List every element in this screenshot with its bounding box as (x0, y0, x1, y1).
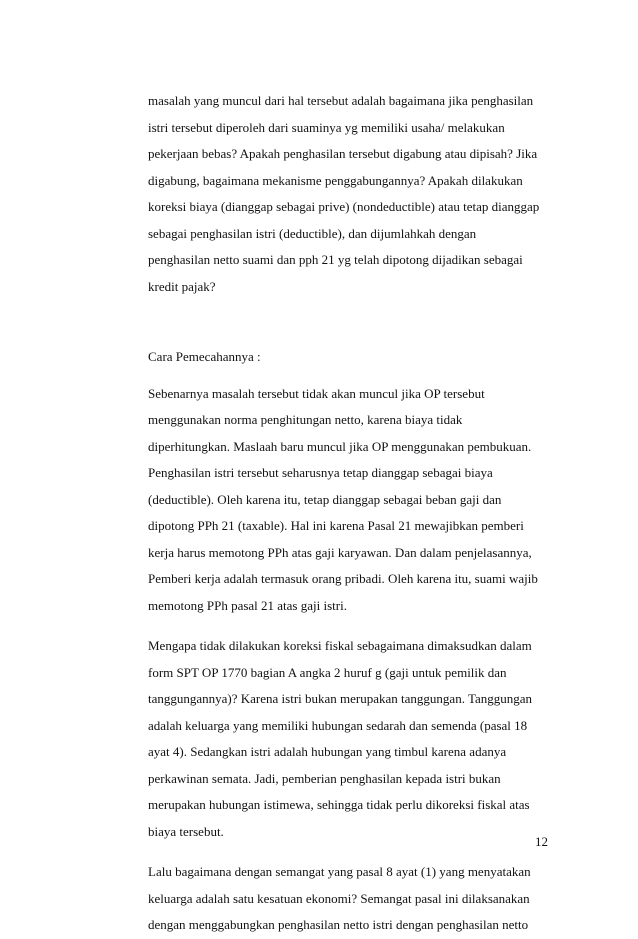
spacer (148, 371, 548, 381)
text-line: dengan menggabungkan penghasilan netto istri dengan penghasilan netto (148, 917, 529, 932)
page-number: 12 (535, 834, 548, 849)
text-line: Pemberi kerja adalah termasuk orang pribadi. Oleh karena itu, suami wajib (148, 571, 538, 586)
text-line: digabung, bagaimana mekanisme penggabungannya? Apakah dilakukan (148, 172, 523, 188)
text-line: Sebenarnya masalah tersebut tidak akan muncul jika OP tersebut (148, 385, 485, 401)
text-line: biaya tersebut. (148, 823, 224, 839)
text-line: masalah yang muncul dari hal tersebut adalah bagaimana jika penghasilan (148, 93, 534, 108)
paragraph-fiscal-correction (148, 633, 548, 845)
text-line: ayat 4). Sedangkan istri adalah hubungan yang timbul karena adanya (148, 744, 507, 759)
text-line: merupakan hubungan istimewa, sehingga tidak perlu dikoreksi fiskal atas (148, 797, 530, 812)
text-line: memotong PPh pasal 21 atas gaji istri. (148, 597, 347, 613)
text-line: perkawinan semata. Jadi, pemberian penghasilan kepada istri bukan (148, 770, 501, 786)
text-line: kredit pajak? (148, 278, 216, 294)
text-line: dipotong PPh 21 (taxable). Hal ini karena Pasal 21 mewajibkan pemberi (148, 518, 524, 533)
text-line: tanggungannya)? Karena istri bukan merupakan tanggungan. Tanggungan (148, 691, 533, 706)
text-line: diperhitungkan. Maslaah baru muncul jika OP menggunakan pembukuan. (148, 438, 532, 454)
text-line: form SPT OP 1770 bagian A angka 2 huruf g (gaji untuk pemilik dan (148, 664, 507, 680)
paragraph-solution (148, 381, 548, 620)
text-line: Mengapa tidak dilakukan koreksi fiskal sebagaimana dimaksudkan dalam (148, 638, 532, 653)
text-line: keluarga adalah satu kesatuan ekonomi? Semangat pasal ini dilaksanakan (148, 890, 530, 906)
spacer (148, 619, 548, 633)
text-line: kerja harus memotong PPh atas gaji karyawan. Dan dalam penjelasannya, (148, 544, 532, 560)
section-heading (148, 344, 548, 371)
paragraph-problem-statement (148, 88, 548, 300)
text-line: penghasilan netto suami dan pph 21 yg telah dipotong dijadikan sebagai (148, 252, 523, 267)
spacer (148, 300, 548, 344)
text-line: koreksi biaya (dianggap sebagai prive) (nondeductible) atau tetap dianggap (148, 199, 540, 214)
text-line: adalah keluarga yang memiliki hubungan sedarah dan semenda (pasal 18 (148, 717, 528, 733)
text-line: sebagai penghasilan istri (deductible), dan dijumlahkah dengan (148, 225, 477, 241)
text-line: Penghasilan istri tersebut seharusnya tetap dianggap sebagai biaya (148, 465, 493, 480)
heading-line: Cara Pemecahannya : (148, 349, 261, 364)
text-line: pekerjaan bebas? Apakah penghasilan tersebut digabung atau dipisah? Jika (148, 146, 538, 161)
text-line: istri tersebut diperoleh dari suaminya yg memiliki usaha/ melakukan (148, 119, 505, 135)
spacer (148, 845, 548, 859)
body-text (148, 88, 548, 939)
text-line: Lalu bagaimana dengan semangat yang pasal 8 ayat (1) yang menyatakan (148, 864, 531, 879)
text-line: menggunakan norma penghitungan netto, karena biaya tidak (148, 412, 463, 427)
paragraph-article-8 (148, 859, 548, 939)
text-line: (deductible). Oleh karena itu, tetap dianggap sebagai beban gaji dan (148, 491, 502, 507)
